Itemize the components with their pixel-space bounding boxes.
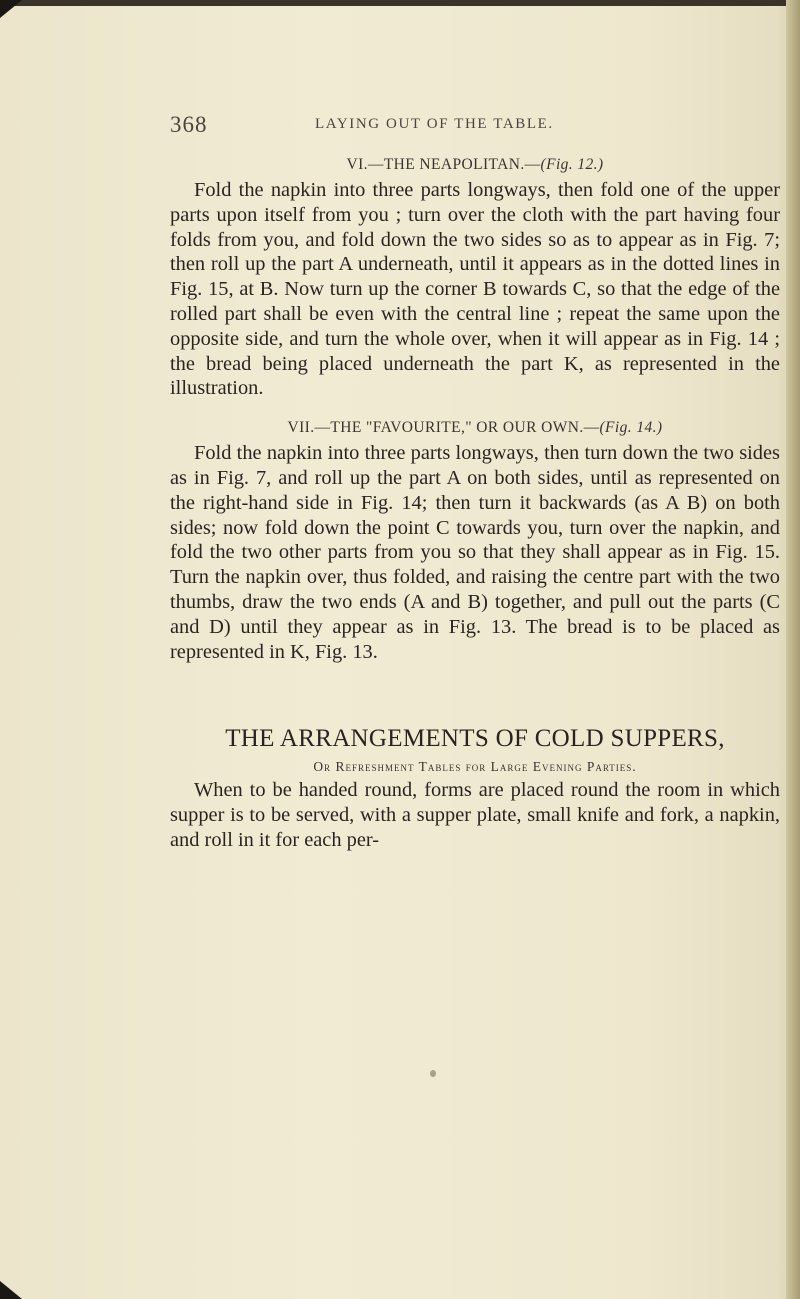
section-heading-neapolitan-text: VI.—THE NEAPOLITAN.— bbox=[346, 156, 541, 173]
page-header bbox=[170, 112, 770, 142]
ink-smudge bbox=[430, 1070, 436, 1077]
section-heading-favourite bbox=[170, 415, 780, 441]
section-heading-favourite-fig: (Fig. 14.) bbox=[599, 419, 663, 437]
page-number: 368 bbox=[170, 112, 208, 137]
cold-suppers-subheading: Or Refreshment Tables for Large Evening Parties. bbox=[313, 759, 637, 775]
paragraph-neapolitan: Fold the napkin into three parts longways, then fold one of the upper parts upon itself from you ; turn over the cloth with the part having four folds from you, and fold down the two sides so as to appear as in Fig. 7; then roll up the part A underneath, until it appears as in the dotted lines in Fig. 15, at B. Now turn up the corner B towards C, so that the edge of the rolled part shall be even with the central line ; repeat the same upon the opposite side, and turn the whole over, when it will appear as in Fig. 14 ; the bread being placed underneath the part K, as represented in the illustration. bbox=[170, 179, 780, 400]
spacer bbox=[170, 401, 780, 415]
page-top-edge bbox=[0, 0, 800, 6]
page-content bbox=[170, 152, 780, 853]
running-head: LAYING OUT OF THE TABLE. bbox=[315, 116, 554, 132]
paragraph-cold-suppers: When to be handed round, forms are placed round the room in which supper is to be served, with a supper plate, small knife and fork, a napkin, and roll in it for each per- bbox=[170, 779, 780, 851]
paragraph-favourite: Fold the napkin into three parts longways, then turn down the two sides as in Fig. 7, and roll up the part A on both sides, until as represented on the right-hand side in Fig. 14; then turn it backwards (as A B) on both sides; now fold down the point C towards you, turn over the napkin, and fold the two other parts from you so that they shall appear as in Fig. 15. Turn the napkin over, thus folded, and raising the centre part with the two thumbs, draw the two ends (A and B) together, and pull out the parts (C and D) until they appear as in Fig. 13. The bread is to be placed as represented in K, Fig. 13. bbox=[170, 442, 780, 663]
section-heading-favourite-text: VII.—THE "FAVOURITE," OR OUR OWN.— bbox=[287, 419, 600, 437]
cold-suppers-heading: THE ARRANGEMENTS OF COLD SUPPERS, bbox=[225, 725, 725, 753]
corner-mark-bottom bbox=[0, 1281, 22, 1299]
section-heading-neapolitan bbox=[170, 152, 780, 178]
section-heading-neapolitan-fig: (Fig. 12.) bbox=[540, 156, 604, 173]
corner-mark-top bbox=[0, 0, 22, 18]
page-right-edge bbox=[786, 0, 800, 1299]
spacer bbox=[170, 664, 780, 722]
